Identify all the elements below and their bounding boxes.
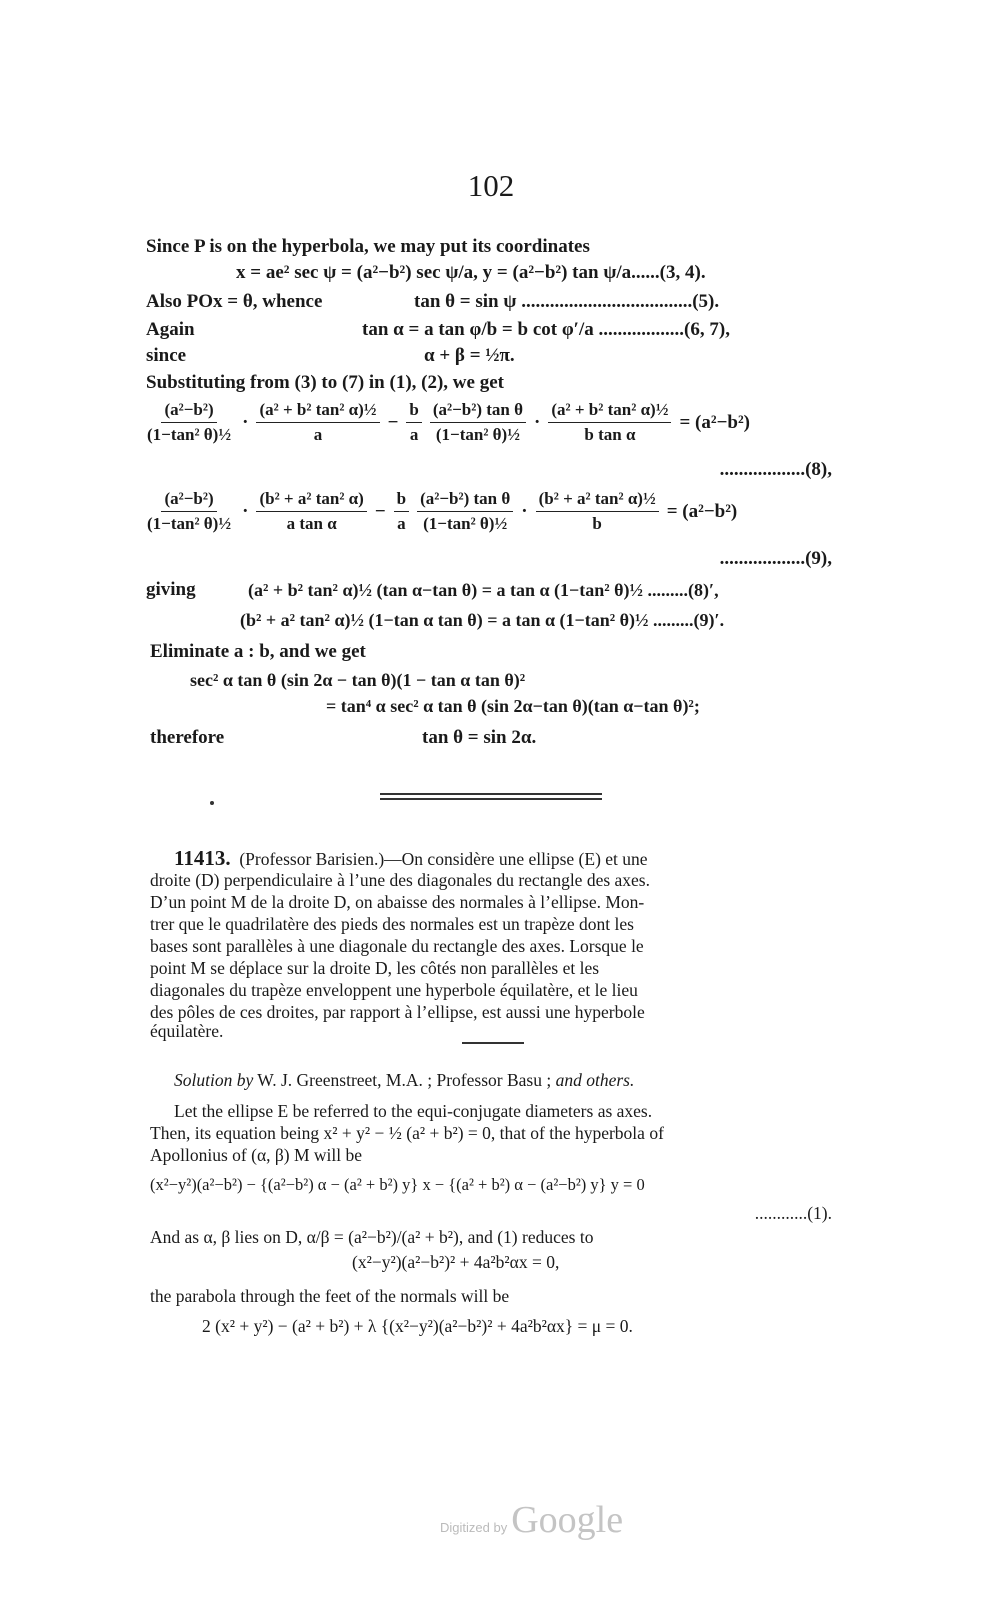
equation-1: (x²−y²)(a²−b²) − {(a²−b²) α − (a² + b²) y} x − {(a² + b²) α − (a²−b²) y} y = 0 [150,1175,645,1194]
problem-line: bases sont parallèles à une diagonale du rectangle des axes. Lorsque le [150,936,644,956]
denominator: (1−tan² θ)½ [423,514,508,533]
numerator: (b² + a² tan² α) [256,489,366,512]
problem-line: D’un point M de la droite D, on abaisse des normales à l’ellipse. Mon- [150,892,645,912]
denominator: a tan α [286,514,337,533]
divider [380,798,602,800]
solution-others: and others. [555,1070,635,1090]
equation-line: sec² α tan θ (sin 2α − tan θ)(1 − tan α tan θ)² [190,670,526,690]
text-line: Since P is on the hyperbola, we may put its coordinates [146,236,590,257]
solution-line: Apollonius of (α, β) M will be [150,1145,363,1165]
equation-9 [140,489,741,534]
problem-line: diagonales du trapèze enveloppent une hyperbole équilatère, et le lieu [150,980,638,1000]
numerator: b [394,489,409,512]
text-line: since [146,345,187,366]
speck [210,801,214,805]
problem-line: droite (D) perpendiculaire à l’une des diagonales du rectangle des axes. [150,870,650,890]
denominator: (1−tan² θ)½ [435,425,520,444]
denominator: (1−tan² θ)½ [147,514,232,533]
problem-number: 11413. [174,846,231,870]
watermark [440,1498,623,1542]
numerator: (a²−b²) tan θ [430,400,526,423]
operator: − [387,411,399,433]
problem-line: des pôles de ces droites, par rapport à l’ellipse, est aussi une hyperbole [150,1002,645,1022]
equation-8 [140,400,754,445]
equation-rhs: = (a²−b²) [666,500,738,522]
solution-heading [174,1069,634,1091]
text-line: Again [146,319,195,340]
problem-line: point M se déplace sur la droite D, les côtés non parallèles et les [150,958,600,978]
operator: · [521,500,528,522]
equation-sum: α + β = ½π. [424,345,515,366]
equation-2: (x²−y²)(a²−b²)² + 4a²b²αx = 0, [352,1252,560,1272]
equation-5: tan θ = sin ψ ....................................(5). [414,291,720,312]
denominator: b [592,514,602,533]
text-line: Also POx = θ, whence [146,291,323,312]
text-line: Eliminate a : b, and we get [150,641,366,662]
solution-line: the parabola through the feet of the normals will be [150,1286,510,1306]
text-line: Substituting from (3) to (7) in (1), (2), we get [146,372,504,393]
denominator: (1−tan² θ)½ [147,425,232,444]
equation-rhs: = (a²−b²) [679,411,750,433]
page-number: 102 [467,168,515,203]
divider [380,793,602,795]
equation-label: ..................(9), [719,548,832,569]
solution-line: Then, its equation being x² + y² − ½ (a² + b²) = 0, that of the hyperbola of [150,1123,664,1143]
numerator: (a² + b² tan² α)½ [548,400,671,423]
numerator: (a² + b² tan² α)½ [256,400,379,423]
operator: − [374,500,386,522]
equation-8-prime: (a² + b² tan² α)½ (tan α−tan θ) = a tan α (1−tan² θ)½ .........(8)′, [248,580,719,600]
equation-6-7: tan α = a tan φ/b = b cot φ′/a ..................(6, 7), [362,319,730,340]
equation-3-4: x = ae² sec ψ = (a²−b²) sec ψ/a, y = (a²−b²) tan ψ/a......(3, 4). [236,262,706,283]
equation-line: = tan⁴ α sec² α tan θ (sin 2α−tan θ)(tan α−tan θ)²; [326,696,700,716]
problem-text: (Professor Barisien.)—On considère une ellipse (E) et une [239,849,648,869]
numerator: (a²−b²) [161,489,216,512]
solution-line: Let the ellipse E be referred to the equi-conjugate diameters as axes. [174,1101,653,1121]
equation-label: ..................(8), [719,459,832,480]
equation-3: 2 (x² + y²) − (a² + b²) + λ {(x²−y²)(a²−b²)² + 4a²b²αx} = μ = 0. [202,1316,633,1336]
divider [462,1042,524,1044]
denominator: a [313,425,323,444]
problem-line: trer que le quadrilatère des pieds des normales est un trapèze dont les [150,914,634,934]
numerator: b [406,400,421,423]
watermark-prefix: Digitized by [440,1520,508,1535]
text-line: giving [146,579,196,600]
result-equation: tan θ = sin 2α. [422,727,537,748]
solution-authors: W. J. Greenstreet, M.A. ; Professor Basu ; [257,1070,552,1090]
equation-label: ............(1). [754,1203,832,1223]
google-logo: Google [511,1499,624,1541]
problem-line: équilatère. [150,1021,224,1041]
operator: · [242,411,249,433]
operator: · [534,411,541,433]
denominator: b tan α [584,425,636,444]
numerator: (a²−b²) [161,400,216,423]
denominator: a [409,425,419,444]
solution-line: And as α, β lies on D, α/β = (a²−b²)/(a² + b²), and (1) reduces to [150,1227,594,1247]
numerator: (a²−b²) tan θ [417,489,513,512]
denominator: a [397,514,406,533]
numerator: (b² + a² tan² α)½ [536,489,659,512]
solution-by: Solution by [174,1070,254,1090]
problem-line [174,847,648,870]
equation-9-prime: (b² + a² tan² α)½ (1−tan α tan θ) = a tan α (1−tan² θ)½ .........(9)′. [240,610,725,630]
text-line: therefore [150,727,225,748]
operator: · [242,500,249,522]
